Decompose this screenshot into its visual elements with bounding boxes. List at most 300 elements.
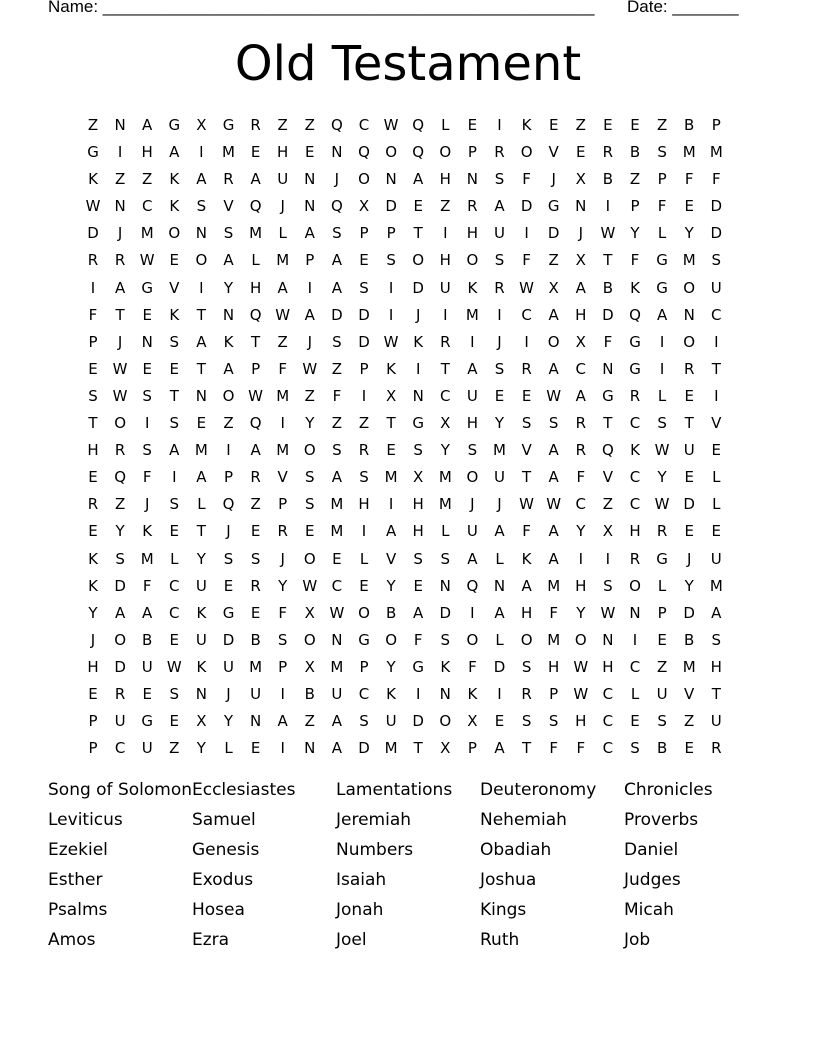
grid-letter[interactable]: S [277,630,288,649]
grid-letter[interactable]: I [443,224,448,243]
grid-letter[interactable]: O [520,143,533,162]
grid-letter[interactable]: E [386,441,396,460]
grid-letter[interactable]: J [90,630,96,649]
grid-letter[interactable]: C [575,359,587,378]
grid-letter[interactable]: H [548,657,560,676]
grid-letter[interactable]: S [603,576,613,595]
grid-letter[interactable]: K [386,684,397,703]
grid-letter[interactable]: R [494,278,505,297]
grid-letter[interactable]: O [303,549,316,568]
grid-letter[interactable]: U [385,712,397,731]
grid-letter[interactable]: J [415,305,421,324]
grid-letter[interactable]: F [278,359,287,378]
grid-letter[interactable]: A [331,712,343,731]
grid-letter[interactable]: S [115,549,125,568]
grid-letter[interactable]: K [630,441,640,460]
grid-letter[interactable]: H [249,278,262,297]
grid-letter[interactable]: A [196,170,207,189]
grid-letter[interactable]: A [467,549,478,568]
grid-letter[interactable]: V [602,468,614,487]
grid-letter[interactable]: C [521,305,532,324]
grid-letter[interactable]: I [280,739,285,758]
grid-letter[interactable]: J [551,170,556,189]
grid-letter[interactable]: J [470,495,475,514]
grid-letter[interactable]: S [359,278,369,297]
grid-letter[interactable]: K [88,170,98,189]
grid-letter[interactable]: N [304,197,316,216]
grid-letter[interactable]: S [332,332,342,351]
grid-letter[interactable]: C [602,712,614,731]
grid-letter[interactable]: A [413,603,424,622]
grid-letter[interactable]: M [547,576,561,595]
grid-letter[interactable]: O [547,332,560,351]
grid-letter[interactable]: M [547,630,561,649]
grid-letter[interactable]: X [575,251,586,270]
grid-letter[interactable]: I [443,305,448,324]
grid-letter[interactable]: C [331,576,343,595]
grid-letter[interactable]: F [576,739,586,758]
grid-letter[interactable]: I [415,359,421,378]
grid-letter[interactable]: K [521,549,532,568]
grid-letter[interactable]: J [578,224,584,243]
grid-letter[interactable]: D [412,712,424,731]
grid-letter[interactable]: H [710,657,722,676]
grid-letter[interactable]: M [249,657,263,676]
grid-letter[interactable]: Q [466,576,479,595]
grid-letter[interactable]: M [682,657,696,676]
grid-letter[interactable]: O [629,576,641,595]
grid-letter[interactable]: R [629,549,641,568]
grid-letter[interactable]: Y [115,522,125,541]
grid-letter[interactable]: A [521,576,532,595]
grid-letter[interactable]: I [117,143,123,162]
grid-letter[interactable]: I [172,468,177,487]
grid-letter[interactable]: J [334,170,340,189]
grid-letter[interactable]: X [440,739,451,758]
grid-letter[interactable]: P [359,657,369,676]
grid-letter[interactable]: X [304,603,315,622]
grid-letter[interactable]: A [114,278,126,297]
grid-letter[interactable]: B [142,630,153,649]
grid-letter[interactable]: W [329,603,345,622]
grid-letter[interactable]: Z [142,170,153,189]
grid-letter[interactable]: G [168,116,181,134]
grid-letter[interactable]: M [682,143,696,162]
grid-letter[interactable]: S [250,549,261,568]
grid-letter[interactable]: X [575,332,586,351]
grid-letter[interactable]: F [413,630,423,649]
grid-letter[interactable]: R [277,522,288,541]
grid-letter[interactable]: F [549,603,558,622]
grid-letter[interactable]: F [522,251,531,270]
grid-letter[interactable]: U [466,522,478,541]
grid-letter[interactable]: G [656,549,668,568]
grid-letter[interactable]: E [250,603,261,622]
grid-letter[interactable]: I [524,332,529,351]
grid-letter[interactable]: B [304,684,315,703]
grid-letter[interactable]: H [602,657,614,676]
grid-letter[interactable]: Q [412,116,425,134]
grid-letter[interactable]: I [307,278,313,297]
grid-letter[interactable]: L [657,386,667,405]
grid-letter[interactable]: N [466,170,478,189]
grid-letter[interactable]: I [497,116,502,134]
grid-letter[interactable]: Y [684,224,694,243]
grid-letter[interactable]: X [385,386,397,405]
grid-letter[interactable]: T [711,359,721,378]
grid-letter[interactable]: V [385,549,397,568]
grid-letter[interactable]: E [196,414,207,433]
grid-letter[interactable]: J [280,197,285,216]
name-field[interactable]: Name: ____________________________________________________ [48,0,595,16]
grid-letter[interactable]: S [169,414,180,433]
grid-letter[interactable]: E [223,576,234,595]
grid-letter[interactable]: B [656,739,668,758]
grid-letter[interactable]: Z [114,170,126,189]
grid-letter[interactable]: A [331,739,343,758]
grid-letter[interactable]: U [439,278,451,297]
grid-letter[interactable]: S [332,441,342,460]
grid-letter[interactable]: R [602,143,614,162]
grid-letter[interactable]: W [275,305,291,324]
grid-letter[interactable]: I [714,386,719,405]
grid-letter[interactable]: O [114,414,126,433]
grid-letter[interactable]: U [114,712,126,731]
grid-letter[interactable]: F [522,522,531,541]
grid-letter[interactable]: Q [249,414,262,433]
grid-letter[interactable]: M [465,305,479,324]
grid-letter[interactable]: M [438,468,452,487]
grid-letter[interactable]: W [546,386,562,405]
grid-letter[interactable]: W [302,576,318,595]
grid-letter[interactable]: Z [684,712,695,731]
grid-letter[interactable]: C [114,739,126,758]
grid-letter[interactable]: Z [304,712,315,731]
grid-letter[interactable]: U [656,684,668,703]
grid-letter[interactable]: A [494,197,505,216]
grid-letter[interactable]: H [439,170,451,189]
grid-letter[interactable]: Y [278,576,288,595]
grid-letter[interactable]: Y [657,468,667,487]
grid-letter[interactable]: K [88,576,98,595]
grid-letter[interactable]: O [303,441,316,460]
grid-letter[interactable]: O [520,630,533,649]
grid-letter[interactable]: M [276,441,290,460]
grid-letter[interactable]: T [522,468,532,487]
grid-letter[interactable]: A [331,278,343,297]
grid-letter[interactable]: J [280,549,285,568]
grid-letter[interactable]: A [250,441,261,460]
grid-letter[interactable]: C [711,305,722,324]
grid-letter[interactable]: C [629,468,641,487]
grid-letter[interactable]: R [250,116,261,134]
grid-letter[interactable]: Z [277,332,288,351]
grid-letter[interactable]: P [630,197,640,216]
grid-letter[interactable]: A [142,116,153,134]
grid-letter[interactable]: N [385,170,397,189]
grid-letter[interactable]: D [331,305,343,324]
grid-letter[interactable]: E [169,630,180,649]
grid-letter[interactable]: L [657,224,667,243]
grid-letter[interactable]: J [226,684,231,703]
grid-letter[interactable]: E [467,116,478,134]
grid-letter[interactable]: Y [630,224,640,243]
grid-letter[interactable]: E [142,359,152,378]
grid-letter[interactable]: J [497,332,502,351]
grid-letter[interactable]: R [250,468,261,487]
grid-letter[interactable]: H [439,251,451,270]
grid-letter[interactable]: Z [656,657,668,676]
grid-letter[interactable]: D [547,224,560,243]
grid-letter[interactable]: B [385,603,397,622]
grid-letter[interactable]: X [304,657,315,676]
grid-letter[interactable]: Z [304,116,315,134]
grid-letter[interactable]: D [385,197,397,216]
grid-letter[interactable]: F [684,170,694,189]
grid-letter[interactable]: E [684,197,694,216]
grid-letter[interactable]: J [686,549,692,568]
grid-letter[interactable]: R [629,386,641,405]
grid-letter[interactable]: S [413,441,423,460]
grid-letter[interactable]: I [605,197,611,216]
grid-letter[interactable]: L [441,522,450,541]
grid-letter[interactable]: A [142,603,153,622]
grid-letter[interactable]: G [358,630,370,649]
grid-letter[interactable]: S [630,739,640,758]
grid-letter[interactable]: R [358,441,370,460]
grid-letter[interactable]: S [305,468,315,487]
grid-letter[interactable]: G [412,657,424,676]
grid-letter[interactable]: N [304,739,316,758]
grid-letter[interactable]: I [199,143,204,162]
grid-letter[interactable]: T [711,684,721,703]
grid-letter[interactable]: T [413,224,423,243]
grid-letter[interactable]: D [222,630,235,649]
grid-letter[interactable]: T [603,251,613,270]
grid-letter[interactable]: T [88,414,98,433]
grid-letter[interactable]: Q [629,305,641,324]
grid-letter[interactable]: U [331,684,343,703]
grid-letter[interactable]: Y [386,657,396,676]
grid-letter[interactable]: O [195,251,208,270]
grid-letter[interactable]: T [386,414,396,433]
grid-letter[interactable]: S [142,441,152,460]
grid-letter[interactable]: M [222,143,235,162]
grid-letter[interactable]: N [629,603,641,622]
grid-letter[interactable]: K [630,278,640,297]
grid-letter[interactable]: E [521,386,532,405]
grid-letter[interactable]: M [194,441,208,460]
grid-letter[interactable]: O [466,468,479,487]
grid-letter[interactable]: E [332,549,342,568]
grid-letter[interactable]: J [117,332,123,351]
grid-letter[interactable]: O [683,332,696,351]
grid-letter[interactable]: N [114,116,126,134]
grid-letter[interactable]: O [683,278,696,297]
grid-letter[interactable]: C [358,684,370,703]
grid-letter[interactable]: R [87,251,99,270]
grid-letter[interactable]: Q [601,441,614,460]
grid-letter[interactable]: F [142,576,152,595]
grid-letter[interactable]: O [439,143,452,162]
grid-letter[interactable]: E [142,305,152,324]
grid-letter[interactable]: V [277,468,288,487]
grid-letter[interactable]: L [278,224,287,243]
grid-letter[interactable]: I [90,278,96,297]
grid-letter[interactable]: M [438,495,452,514]
grid-letter[interactable]: M [330,657,344,676]
grid-letter[interactable]: T [115,305,125,324]
grid-letter[interactable]: W [112,386,128,405]
grid-letter[interactable]: R [711,739,722,758]
grid-letter[interactable]: G [412,414,424,433]
grid-letter[interactable]: G [222,603,235,622]
grid-letter[interactable]: R [521,684,532,703]
grid-letter[interactable]: Z [358,414,370,433]
grid-letter[interactable]: F [88,305,98,324]
grid-letter[interactable]: L [224,739,233,758]
grid-letter[interactable]: E [711,522,722,541]
grid-letter[interactable]: C [358,116,370,134]
grid-letter[interactable]: A [223,251,234,270]
grid-letter[interactable]: F [630,251,640,270]
grid-letter[interactable]: C [602,684,614,703]
grid-letter[interactable]: Q [249,197,262,216]
grid-letter[interactable]: J [307,332,313,351]
grid-letter[interactable]: I [470,603,475,622]
grid-letter[interactable]: D [87,224,99,243]
grid-letter[interactable]: N [683,305,695,324]
grid-letter[interactable]: S [169,495,180,514]
grid-letter[interactable]: O [303,630,316,649]
grid-letter[interactable]: R [683,359,695,378]
grid-letter[interactable]: T [196,359,206,378]
grid-letter[interactable]: I [388,495,394,514]
grid-letter[interactable]: U [710,712,722,731]
grid-letter[interactable]: I [659,359,665,378]
grid-letter[interactable]: V [711,414,722,433]
grid-letter[interactable]: Q [412,143,425,162]
grid-letter[interactable]: Q [249,305,262,324]
grid-letter[interactable]: N [222,305,235,324]
grid-letter[interactable]: N [412,386,424,405]
grid-letter[interactable]: N [331,630,343,649]
grid-letter[interactable]: M [330,495,344,514]
grid-letter[interactable]: K [169,305,180,324]
grid-letter[interactable]: C [629,657,641,676]
grid-letter[interactable]: X [196,712,207,731]
grid-letter[interactable]: S [521,414,532,433]
grid-letter[interactable]: R [250,576,261,595]
grid-letter[interactable]: D [439,603,452,622]
grid-letter[interactable]: G [602,386,614,405]
grid-letter[interactable]: O [385,143,397,162]
grid-letter[interactable]: X [575,170,586,189]
grid-letter[interactable]: V [521,441,532,460]
grid-letter[interactable]: E [576,143,586,162]
grid-letter[interactable]: A [467,359,478,378]
grid-letter[interactable]: J [144,495,150,514]
grid-letter[interactable]: I [578,549,584,568]
grid-letter[interactable]: D [602,305,614,324]
grid-letter[interactable]: N [141,332,153,351]
grid-letter[interactable]: B [684,630,695,649]
grid-letter[interactable]: P [657,170,667,189]
grid-letter[interactable]: W [519,495,535,514]
grid-letter[interactable]: V [684,684,695,703]
grid-letter[interactable]: X [440,414,451,433]
grid-letter[interactable]: D [358,305,370,324]
grid-letter[interactable]: T [522,739,532,758]
grid-letter[interactable]: Z [304,386,315,405]
grid-letter[interactable]: P [305,251,315,270]
grid-letter[interactable]: Z [223,414,234,433]
grid-letter[interactable]: A [331,468,343,487]
grid-letter[interactable]: S [494,359,505,378]
grid-letter[interactable]: H [412,495,424,514]
grid-letter[interactable]: W [573,657,589,676]
grid-letter[interactable]: L [495,549,504,568]
grid-letter[interactable]: E [169,522,180,541]
grid-letter[interactable]: A [196,332,207,351]
grid-letter[interactable]: R [223,170,234,189]
grid-letter[interactable]: G [87,143,99,162]
grid-letter[interactable]: S [521,657,532,676]
grid-letter[interactable]: A [711,603,722,622]
grid-letter[interactable]: M [276,251,290,270]
grid-letter[interactable]: C [602,739,614,758]
grid-letter[interactable]: Z [548,251,559,270]
grid-letter[interactable]: N [493,576,506,595]
grid-letter[interactable]: N [439,576,451,595]
grid-letter[interactable]: T [196,305,206,324]
grid-letter[interactable]: A [548,522,559,541]
grid-letter[interactable]: M [249,224,263,243]
grid-letter[interactable]: A [277,278,288,297]
grid-letter[interactable]: D [412,278,424,297]
grid-letter[interactable]: R [114,441,126,460]
grid-letter[interactable]: S [494,170,505,189]
grid-letter[interactable]: E [684,739,694,758]
grid-letter[interactable]: Y [684,576,694,595]
grid-letter[interactable]: Y [196,739,206,758]
grid-letter[interactable]: Y [494,414,505,433]
grid-letter[interactable]: E [603,116,613,134]
grid-letter[interactable]: A [223,359,234,378]
grid-letter[interactable]: O [114,630,126,649]
grid-letter[interactable]: A [494,522,505,541]
grid-letter[interactable]: T [251,332,261,351]
grid-letter[interactable]: S [657,414,667,433]
grid-letter[interactable]: L [712,468,721,487]
grid-letter[interactable]: W [519,278,535,297]
grid-letter[interactable]: I [415,684,421,703]
grid-letter[interactable]: E [142,684,152,703]
grid-letter[interactable]: N [195,684,207,703]
grid-letter[interactable]: E [169,251,180,270]
grid-letter[interactable]: L [630,684,640,703]
grid-letter[interactable]: P [251,359,261,378]
grid-letter[interactable]: A [114,603,126,622]
grid-letter[interactable]: U [141,657,153,676]
grid-letter[interactable]: N [439,684,451,703]
grid-letter[interactable]: A [169,143,180,162]
grid-letter[interactable]: L [197,495,206,514]
grid-letter[interactable]: F [468,657,477,676]
grid-letter[interactable]: S [359,712,369,731]
grid-letter[interactable]: H [466,414,479,433]
grid-letter[interactable]: T [603,414,613,433]
